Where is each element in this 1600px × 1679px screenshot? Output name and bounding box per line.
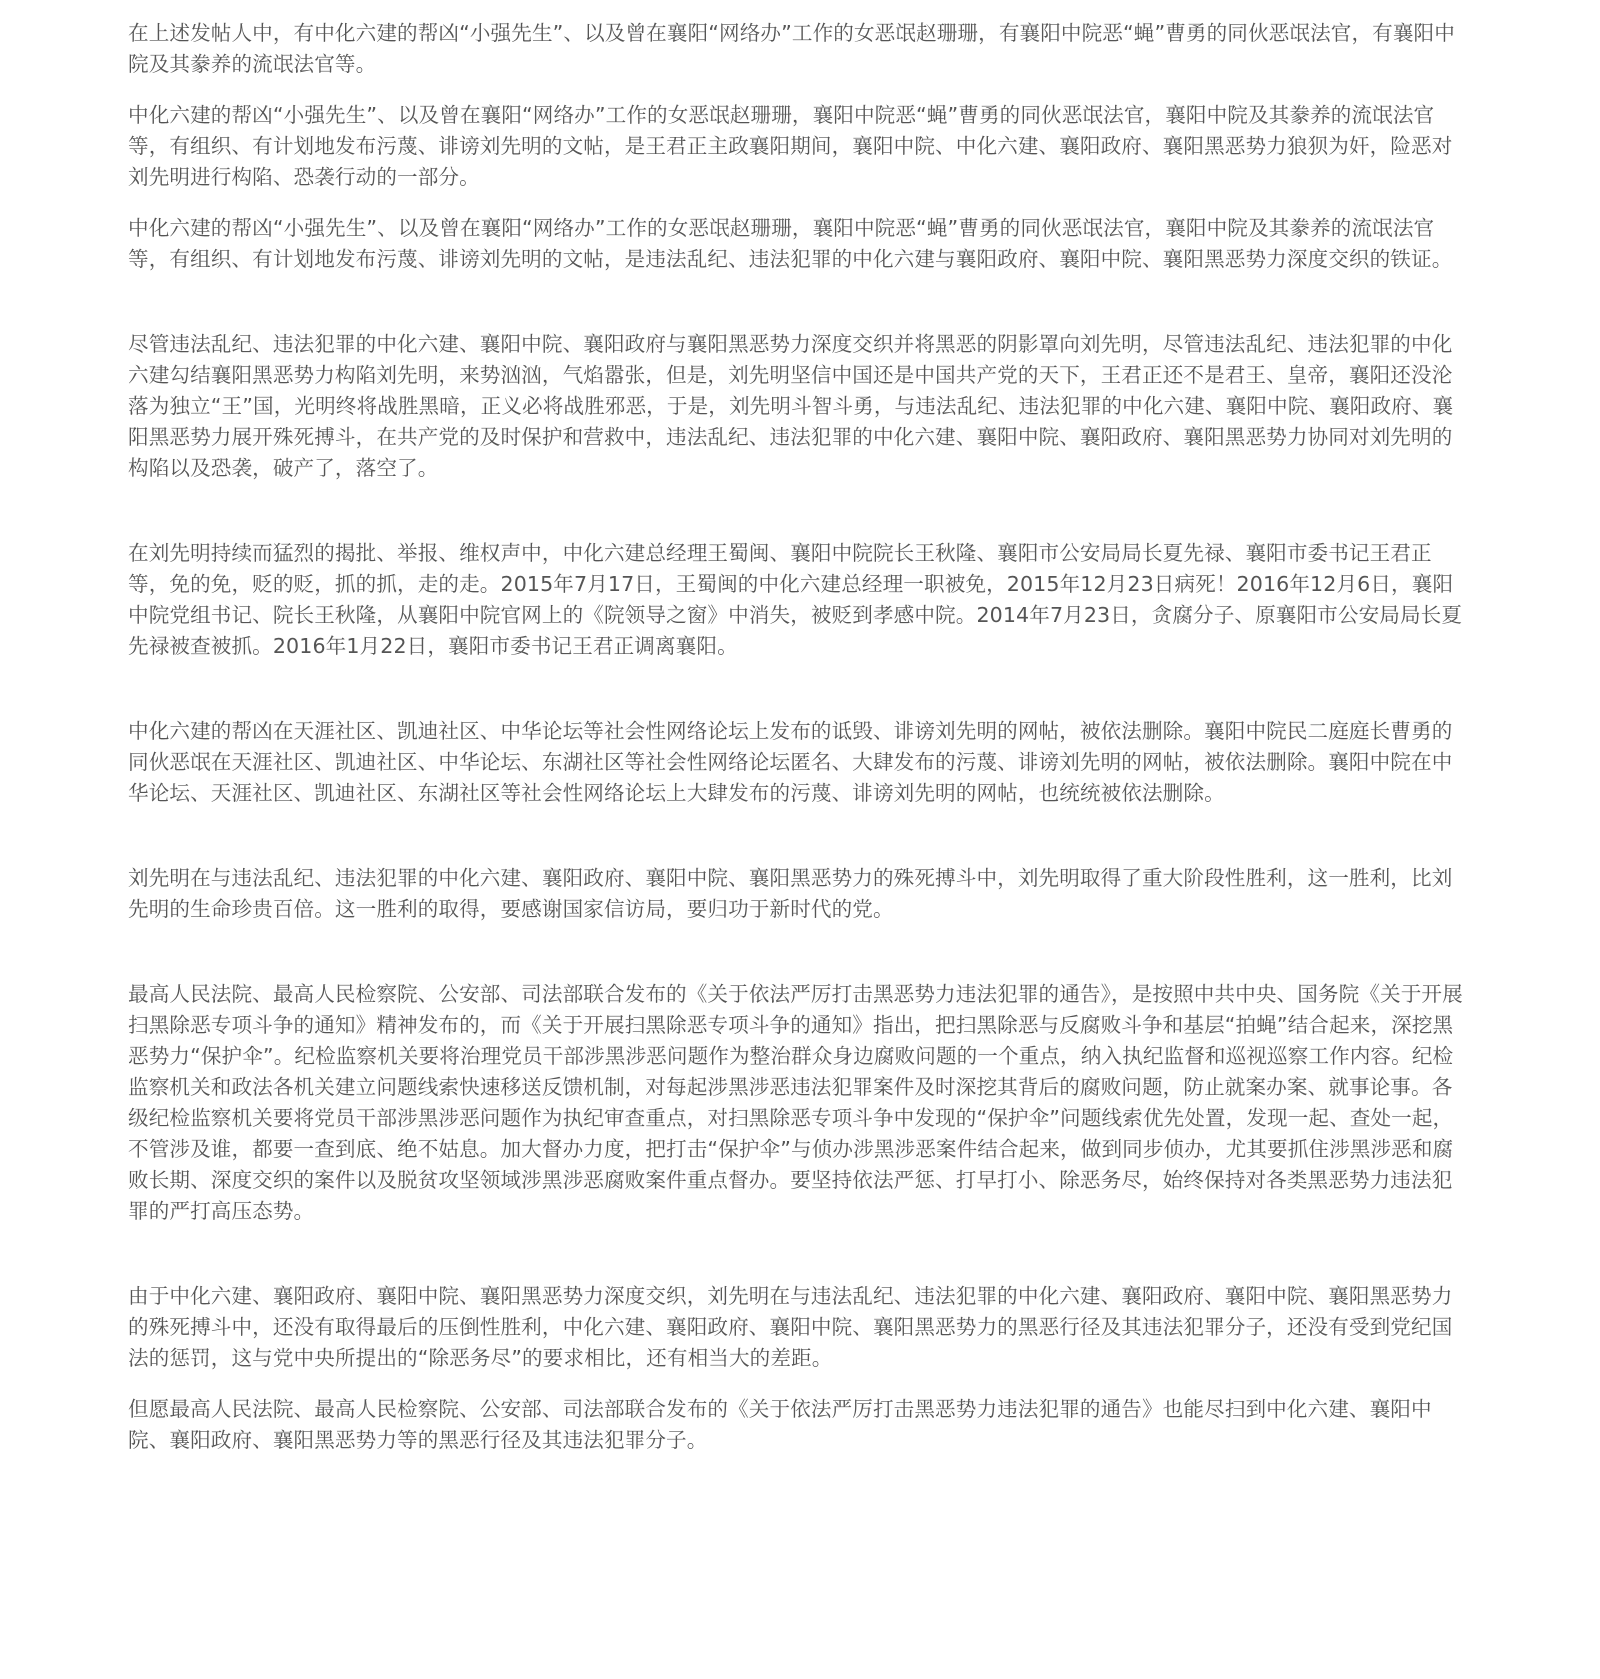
- section-spacer: [128, 662, 1470, 716]
- paragraph-8: 最高人民法院、最高人民检察院、公安部、司法部联合发布的《关于依法严厉打击黑恶势力违法犯罪的通告》，是按照中共中央、国务院《关于开展扫黑除恶专项斗争的通知》精神发布的，而《关于开展扫黑除恶专项斗争的通知》指出，把扫黑除恶与反腐败斗争和基层“拍蝇”结合起来，深挖黑恶势力“保护伞”。纪检监察机关要将治理党员干部涉黑涉恶问题作为整治群众身边腐败问题的一个重点，纳入执纪监督和巡视巡察工作内容。纪检监察机关和政法各机关建立问题线索快速移送反馈机制，对每起涉黑涉恶违法犯罪案件及时深挖其背后的腐败问题，防止就案办案、就事论事。各级纪检监察机关要将党员干部涉黑涉恶问题作为执纪审查重点，对扫黑除恶专项斗争中发现的“保护伞”问题线索优先处置，发现一起、查处一起，不管涉及谁，都要一查到底、绝不姑息。加大督办力度，把打击“保护伞”与侦办涉黑涉恶案件结合起来，做到同步侦办，尤其要抓住涉黑涉恶和腐败长期、深度交织的案件以及脱贫攻坚领域涉黑涉恶腐败案件重点督办。要坚持依法严惩、打早打小、除恶务尽，始终保持对各类黑恶势力违法犯罪的严打高压态势。: [128, 982, 1463, 1223]
- paragraph-7: 刘先明在与违法乱纪、违法犯罪的中化六建、襄阳政府、襄阳中院、襄阳黑恶势力的殊死搏斗中，刘先明取得了重大阶段性胜利，这一胜利，比刘先明的生命珍贵百倍。这一胜利的取得，要感谢国家信访局，要归功于新时代的党。: [128, 866, 1453, 921]
- paragraph-1: 在上述发帖人中，有中化六建的帮凶“小强先生”、以及曾在襄阳“网络办”工作的女恶氓赵珊珊，有襄阳中院恶“蝇”曹勇的同伙恶氓法官，有襄阳中院及其豢养的流氓法官等。: [128, 21, 1455, 76]
- section-spacer: [128, 809, 1470, 863]
- paragraph-5: 在刘先明持续而猛烈的揭批、举报、维权声中，中化六建总经理王蜀闽、襄阳中院院长王秋隆、襄阳市公安局局长夏先禄、襄阳市委书记王君正等，免的免，贬的贬，抓的抓，走的走。2015年7月17日，王蜀闽的中化六建总经理一职被免，2015年12月23日病死！2016年12月6日，襄阳中院党组书记、院长王秋隆，从襄阳中院官网上的《院领导之窗》中消失，被贬到孝感中院。2014年7月23日，贪腐分子、原襄阳市公安局局长夏先禄被查被抓。2016年1月22日，襄阳市委书记王君正调离襄阳。: [128, 541, 1463, 658]
- paragraph-4: 尽管违法乱纪、违法犯罪的中化六建、襄阳中院、襄阳政府与襄阳黑恶势力深度交织并将黑恶的阴影罩向刘先明，尽管违法乱纪、违法犯罪的中化六建勾结襄阳黑恶势力构陷刘先明，来势汹汹，气焰嚣张，但是，刘先明坚信中国还是中国共产党的天下，王君正还不是君王、皇帝，襄阳还没沦落为独立“王”国，光明终将战胜黑暗，正义必将战胜邪恶，于是，刘先明斗智斗勇，与违法乱纪、违法犯罪的中化六建、襄阳中院、襄阳政府、襄阳黑恶势力展开殊死搏斗，在共产党的及时保护和营救中，违法乱纪、违法犯罪的中化六建、襄阳中院、襄阳政府、襄阳黑恶势力协同对刘先明的构陷以及恐袭，破产了，落空了。: [128, 332, 1454, 480]
- paragraph-3: 中化六建的帮凶“小强先生”、以及曾在襄阳“网络办”工作的女恶氓赵珊珊，襄阳中院恶“蝇”曹勇的同伙恶氓法官，襄阳中院及其豢养的流氓法官等，有组织、有计划地发布污蔑、诽谤刘先明的文帖，是违法乱纪、违法犯罪的中化六建与襄阳政府、襄阳中院、襄阳黑恶势力深度交织的铁证。: [128, 216, 1453, 271]
- paragraph-9: 由于中化六建、襄阳政府、襄阳中院、襄阳黑恶势力深度交织，刘先明在与违法乱纪、违法犯罪的中化六建、襄阳政府、襄阳中院、襄阳黑恶势力的殊死搏斗中，还没有取得最后的压倒性胜利，中化六建、襄阳政府、襄阳中院、襄阳黑恶势力的黑恶行径及其违法犯罪分子，还没有受到党纪国法的惩罚，这与党中央所提出的“除恶务尽”的要求相比，还有相当大的差距。: [128, 1284, 1453, 1370]
- article-body: [128, 18, 1470, 1456]
- paragraph-2: 中化六建的帮凶“小强先生”、以及曾在襄阳“网络办”工作的女恶氓赵珊珊，襄阳中院恶“蝇”曹勇的同伙恶氓法官，襄阳中院及其豢养的流氓法官等，有组织、有计划地发布污蔑、诽谤刘先明的文帖，是王君正主政襄阳期间，襄阳中院、中化六建、襄阳政府、襄阳黑恶势力狼狈为奸，险恶对刘先明进行构陷、恐袭行动的一部分。: [128, 103, 1453, 189]
- section-spacer: [128, 1227, 1470, 1281]
- paragraph-spacer: [128, 193, 1470, 213]
- section-spacer: [128, 275, 1470, 329]
- paragraph-10: 但愿最高人民法院、最高人民检察院、公安部、司法部联合发布的《关于依法严厉打击黑恶势力违法犯罪的通告》也能尽扫到中化六建、襄阳中院、襄阳政府、襄阳黑恶势力等的黑恶行径及其违法犯罪分子。: [128, 1397, 1432, 1452]
- section-spacer: [128, 925, 1470, 979]
- paragraph-6: 中化六建的帮凶在天涯社区、凯迪社区、中华论坛等社会性网络论坛上发布的诋毁、诽谤刘先明的网帖，被依法删除。襄阳中院民二庭庭长曹勇的同伙恶氓在天涯社区、凯迪社区、中华论坛、东湖社区等社会性网络论坛匿名、大肆发布的污蔑、诽谤刘先明的网帖，被依法删除。襄阳中院在中华论坛、天涯社区、凯迪社区、东湖社区等社会性网络论坛上大肆发布的污蔑、诽谤刘先明的网帖，也统统被依法删除。: [128, 719, 1453, 805]
- section-spacer: [128, 484, 1470, 538]
- paragraph-spacer: [128, 80, 1470, 100]
- paragraph-spacer: [128, 1374, 1470, 1394]
